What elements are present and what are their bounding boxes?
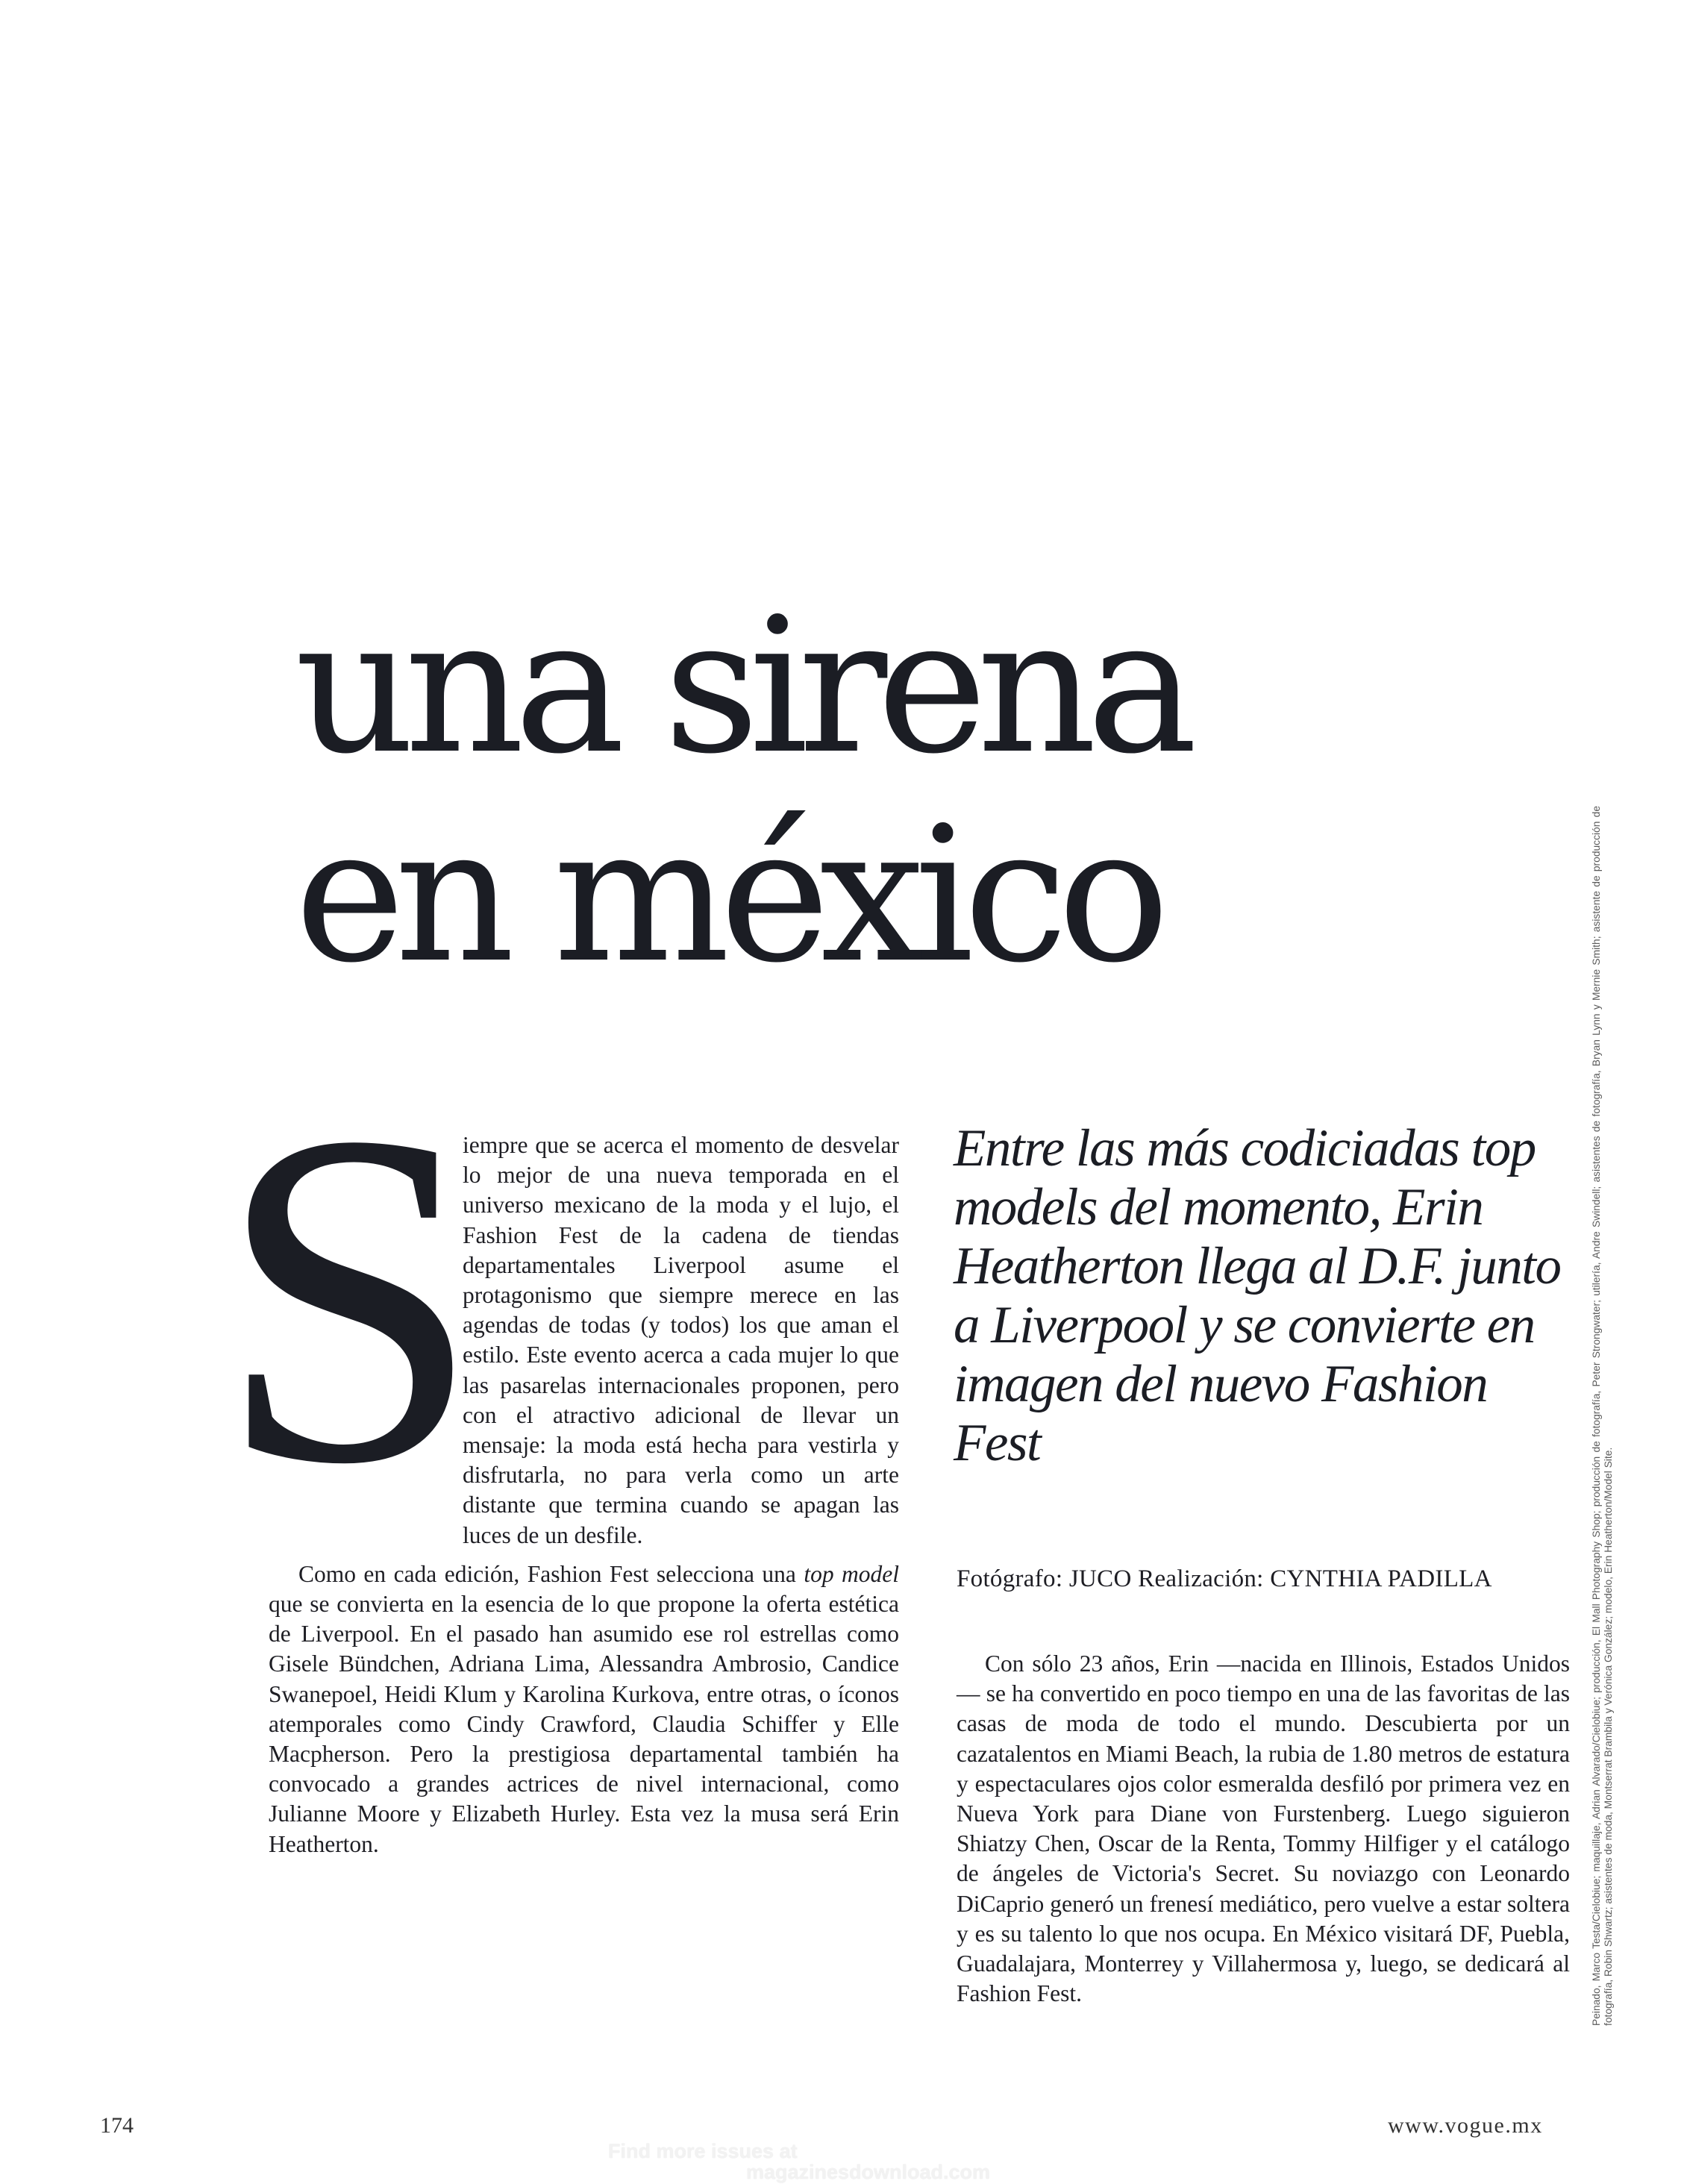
headline-line-2: en méxico xyxy=(295,786,1159,1004)
article-paragraph-1: iempre que se acerca el momento de desvelar lo mejor de una nueva temporada en el universo mexicano de la moda y el lujo, el Fashion Fest de la cadena de tiendas departamentales Liverpool asume el protagonismo que siempre merece en las agendas de todas (y todos) los que aman el estilo. Este evento acerca a cada mujer lo que las pasarelas internacionales proponen, pero con el atractivo adicional de llevar un mensaje: la moda está hecha para vestirla y disfrutarla, no para verla como un arte distante que termina cuando se apagan las luces de un desfile. xyxy=(463,1132,899,1548)
article-deck: Entre las más codiciadas top models del momento, Erin Heatherton llega al D.F. junto a Liverpool y se convierte en imagen del nuevo Fashion Fest xyxy=(954,1119,1561,1472)
paragraph-2-rest: que se convierta en la esencia de lo que propone la oferta estética de Liverpool. En el pasado han asumido ese rol estrellas como Gisele Bündchen, Adriana Lima, Alessandra Ambrosio, Candice Swanepoel, Heidi Klum y Karolina Kurkova, entre otras, o íconos atemporales como Cindy Crawford, Claudia Schiffer y Elle Macpherson. Pero la prestigiosa departamental también ha convocado a grandes actrices de nivel internacional, como Julianne Moore y Elizabeth Hurley. Esta vez la musa será Erin Heatherton. xyxy=(269,1591,899,1857)
paragraph-2-start: Como en cada edición, Fashion Fest selecciona una xyxy=(298,1560,804,1587)
vertical-credits: Peinado, Marco Testa/Cielobiue; maquillaje, Adrian Alvarado/Cielobiue; producción, El Mall Photography Shop; producción de fotografía, Peter Strongwater; utilería, Andre Swindell; asistentes de fotografía, Bryan Lynn y Mernie Smith; asistente de producción de fotografía, Robin Shwartz; asistentes de moda, Montserrat Brambila y Verónica González; modelo, Erin Heatherton/Model Site. xyxy=(1591,806,1615,2026)
page-number: 174 xyxy=(100,2113,134,2138)
drop-cap: S xyxy=(216,1034,482,1562)
article-left-column xyxy=(216,1034,900,1859)
headline-line-1: una sirena xyxy=(295,578,1188,795)
watermark-line-2: magazinesdownload.com xyxy=(746,2161,991,2183)
article-paragraph-2 xyxy=(269,1559,899,1859)
paragraph-2-italic: top model xyxy=(804,1560,900,1587)
website-url: www.vogue.mx xyxy=(1388,2113,1543,2138)
photo-credit: Fotógrafo: JUCO Realización: CYNTHIA PADILLA xyxy=(957,1565,1492,1592)
watermark-line-1: Find more issues at xyxy=(608,2140,798,2162)
article-paragraph-3: Con sólo 23 años, Erin —nacida en Illinois, Estados Unidos— se ha convertido en poco tiempo en una de las favoritas de las casas de moda de todo el mundo. Descubierta por un cazatalentos en Miami Beach, la rubia de 1.80 metros de estatura y espectaculares ojos color esmeralda desfiló por primera vez en Nueva York para Diane von Furstenberg. Luego siguieron Shiatzy Chen, Oscar de la Renta, Tommy Hilfiger y el catálogo de ángeles de Victoria's Secret. Su noviazgo con Leonardo DiCaprio generó un frenesí mediático, pero vuelve a estar soltera y es su talento lo que nos ocupa. En México visitará DF, Puebla, Guadalajara, Monterrey y Villahermosa y, luego, se dedicará al Fashion Fest. xyxy=(957,1650,1570,2007)
